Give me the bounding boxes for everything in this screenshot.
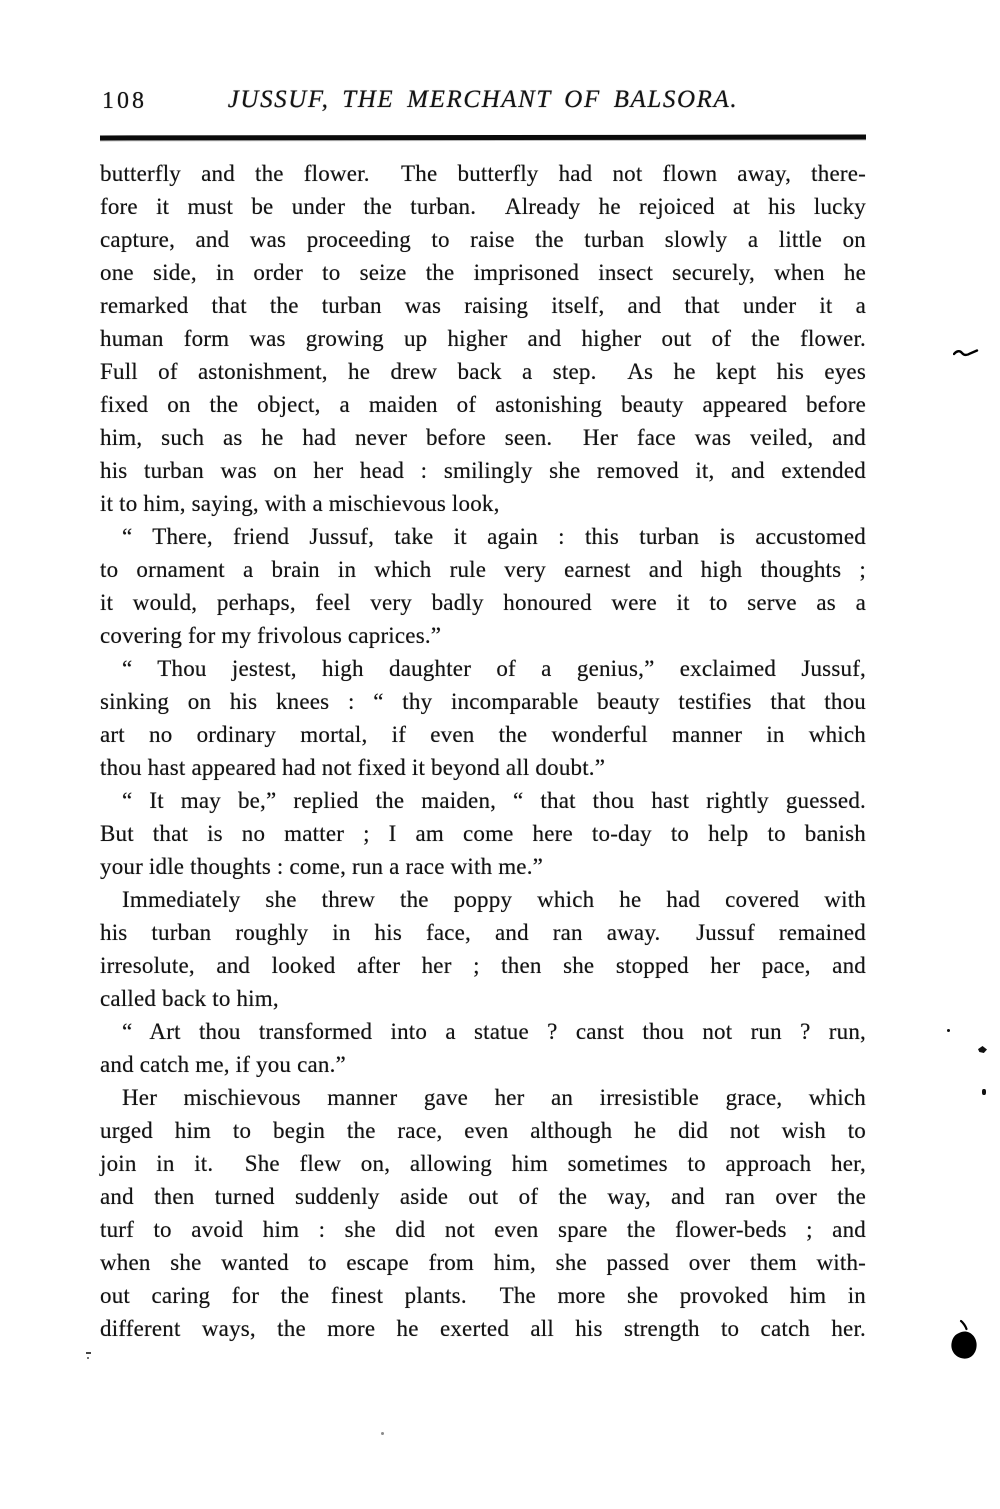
paragraph — [100, 520, 866, 652]
text-line: “ Thou jestest, high daughter of a genius,” exclaimed Jussuf, — [122, 656, 866, 681]
text-line: Full of astonishment, he drew back a step. As he kept his eyes — [100, 359, 866, 384]
text-line: it would, perhaps, feel very badly honoured were it to serve as a — [100, 590, 866, 615]
text-line: urged him to begin the race, even although he did not wish to — [100, 1118, 866, 1143]
scan-speck — [947, 1029, 950, 1032]
header-rule — [100, 135, 866, 141]
text-line: him, such as he had never before seen. Her face was veiled, and — [100, 425, 866, 450]
text-line: fixed on the object, a maiden of astonishing beauty appeared before — [100, 392, 866, 417]
paragraph — [100, 652, 866, 784]
text-line: butterfly and the flower. The butterfly had not flown away, there- — [100, 161, 866, 186]
running-title: JUSSUF, THE MERCHANT OF BALSORA. — [227, 86, 739, 113]
text-line: called back to him, — [100, 986, 279, 1011]
paragraph — [100, 1081, 866, 1345]
text-line: out caring for the finest plants. The more she provoked him in — [100, 1283, 866, 1308]
scan-speck — [381, 1432, 384, 1435]
text-line: But that is no matter ; I am come here to-day to help to banish — [100, 821, 866, 846]
text-line: his turban was on her head : smilingly she removed it, and extended — [100, 458, 866, 483]
paragraph — [100, 1015, 866, 1081]
text-line: different ways, the more he exerted all his strength to catch her. — [100, 1316, 866, 1341]
scan-speck — [86, 1352, 91, 1354]
text-line: one side, in order to seize the imprisoned insect securely, when he — [100, 260, 866, 285]
text-line: his turban roughly in his face, and ran away. Jussuf remained — [100, 920, 866, 945]
scan-speck — [982, 1089, 986, 1095]
scan-speck — [87, 1357, 89, 1359]
text-line: when she wanted to escape from him, she passed over them with- — [100, 1250, 866, 1275]
paragraph — [100, 883, 866, 1015]
text-line: your idle thoughts : come, run a race with me.” — [100, 854, 544, 879]
page-body — [100, 157, 866, 1345]
text-line: and then turned suddenly aside out of the way, and ran over the — [100, 1184, 866, 1209]
text-line: fore it must be under the turban. Already he rejoiced at his lucky — [100, 194, 866, 219]
text-line: human form was growing up higher and higher out of the flower. — [100, 326, 866, 351]
text-line: “ There, friend Jussuf, take it again : this turban is accustomed — [122, 524, 866, 549]
text-line: irresolute, and looked after her ; then she stopped her pace, and — [100, 953, 866, 978]
text-line: and catch me, if you can.” — [100, 1052, 346, 1077]
running-header — [100, 86, 866, 122]
text-line: remarked that the turban was raising itself, and that under it a — [100, 293, 866, 318]
page-number: 108 — [102, 88, 147, 114]
text-line: “ Art thou transformed into a statue ? canst thou not run ? run, — [122, 1019, 866, 1044]
text-line: to ornament a brain in which rule very earnest and high thoughts ; — [100, 557, 866, 582]
text-line: art no ordinary mortal, if even the wonderful manner in which — [100, 722, 866, 747]
ink-blob — [948, 1318, 982, 1364]
text-line: covering for my frivolous caprices.” — [100, 623, 442, 648]
text-line: join in it. She flew on, allowing him sometimes to approach her, — [100, 1151, 866, 1176]
text-line: turf to avoid him : she did not even spare the flower-beds ; and — [100, 1217, 866, 1242]
scan-speck — [978, 1046, 987, 1053]
paragraph — [100, 784, 866, 883]
text-line: “ It may be,” replied the maiden, “ that thou hast rightly guessed. — [122, 788, 866, 813]
text-line: sinking on his knees : “ thy incomparable beauty testifies that thou — [100, 689, 866, 714]
paragraph — [100, 157, 866, 520]
text-line: capture, and was proceeding to raise the turban slowly a little on — [100, 227, 866, 252]
text-line: thou hast appeared had not fixed it beyond all doubt.” — [100, 755, 606, 780]
text-line: Immediately she threw the poppy which he had covered with — [122, 887, 866, 912]
text-line: Her mischievous manner gave her an irresistible grace, which — [122, 1085, 866, 1110]
margin-squiggle-mark — [953, 347, 979, 358]
text-line: it to him, saying, with a mischievous look, — [100, 491, 500, 516]
